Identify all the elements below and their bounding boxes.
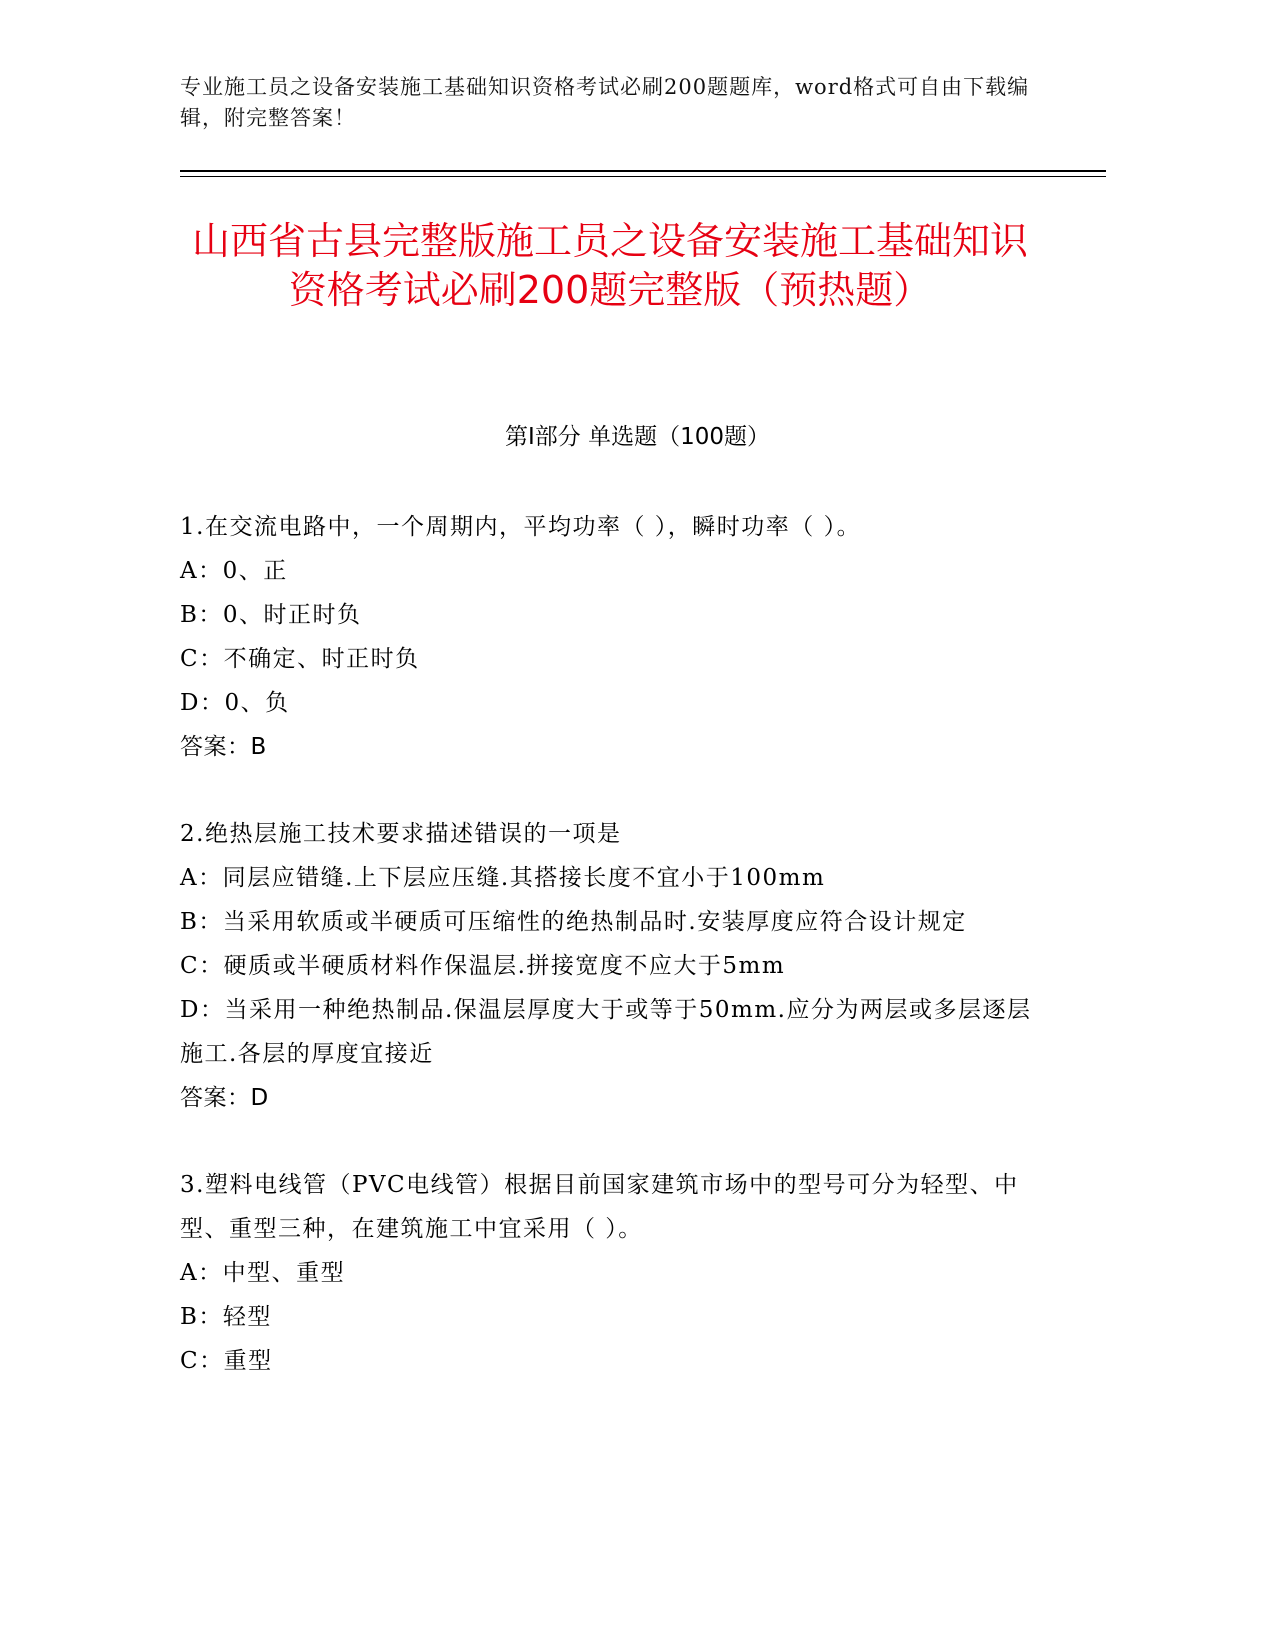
option-d: D：0、负 [180, 690, 290, 716]
question-stem: 2.绝热层施工技术要求描述错误的一项是 [180, 821, 622, 847]
option-a: A：中型、重型 [180, 1260, 346, 1286]
option-a: A：同层应错缝.上下层应压缝.其搭接长度不宜小于100mm [180, 865, 826, 891]
option-d: D：当采用一种绝热制品.保温层厚度大于或等于50mm.应分为两层或多层逐层施工.各层的厚度宜接近 [180, 997, 1032, 1067]
header-divider-thin [180, 176, 1106, 177]
question-3 [180, 1163, 1040, 1383]
section-heading: 第Ⅰ部分 单选题（100题） [505, 424, 770, 450]
question-stem: 1.在交流电路中，一个周期内，平均功率（ ），瞬时功率（ ）。 [180, 514, 862, 540]
question-stem: 3.塑料电线管（PVC电线管）根据目前国家建筑市场中的型号可分为轻型、中型、重型三种，在建筑施工中宜采用（ ）。 [180, 1172, 1019, 1242]
document-title: 山西省古县完整版施工员之设备安装施工基础知识资格考试必刷200题完整版（预热题） [191, 219, 1028, 312]
answer: 答案：D [180, 1085, 269, 1111]
question-2 [180, 812, 1040, 1120]
option-c: C：硬质或半硬质材料作保温层.拼接宽度不应大于5mm [180, 953, 786, 979]
option-a: A：0、正 [180, 558, 288, 584]
option-b: B：0、时正时负 [180, 602, 362, 628]
answer: 答案：B [180, 734, 267, 760]
option-c: C：不确定、时正时负 [180, 646, 420, 672]
option-b: B：轻型 [180, 1304, 272, 1330]
document-header: 专业施工员之设备安装施工基础知识资格考试必刷200题题库，word格式可自由下载编辑，附完整答案！ [180, 75, 1030, 130]
option-b: B：当采用软质或半硬质可压缩性的绝热制品时.安装厚度应符合设计规定 [180, 909, 967, 935]
header-divider-thick [180, 170, 1106, 172]
question-list [180, 505, 1040, 1426]
option-c: C：重型 [180, 1348, 273, 1374]
question-1 [180, 505, 1040, 769]
